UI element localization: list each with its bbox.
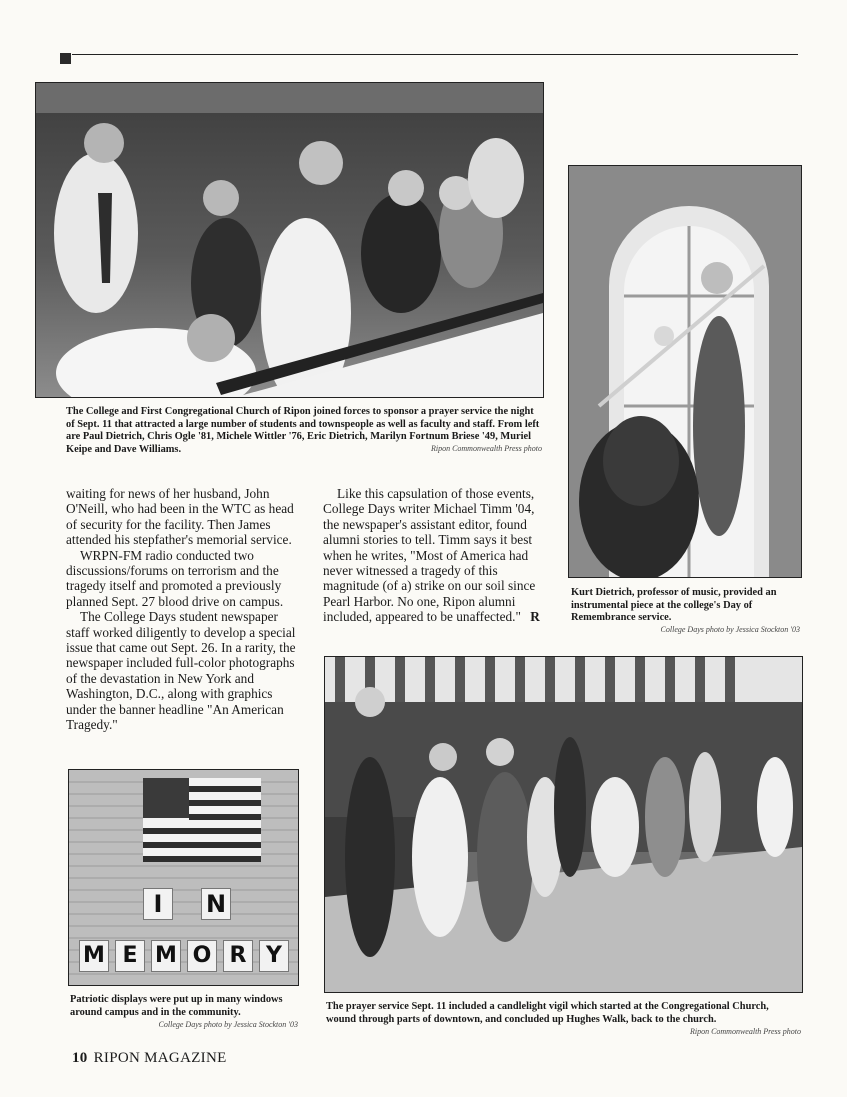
sign-letter: M — [151, 940, 181, 972]
article-col1-paragraph-1: waiting for news of her husband, John O'Neill, who had been in the WTC as head of security for the facility. Then James attended his stepfather's memorial service. — [66, 486, 294, 548]
article-column-1 — [66, 486, 298, 733]
photo-candlelight-vigil-caption: The prayer service Sept. 11 included a candlelight vigil which started at the Congregational Church, wound through parts of downtown, and concluded up Hughes Walk, back to the church. — [326, 1001, 769, 1025]
photo-prayer-service-caption: The College and First Congregational Church of Ripon joined forces to sponsor a prayer service the night of Sept. 11 that attracted a large number of students and townspeople as well as faculty and staff. From left are Paul Dietrich, Chris Ogle '81, Michele Wittler '76, Eric Dietrich, Marilyn Fortnum Briese '49, Muriel Keipe and Dave Williams. — [66, 406, 540, 455]
sign-letter: I — [143, 888, 173, 920]
photo-prayer-service — [35, 82, 544, 398]
photo-trombone-credit: College Days photo by Jessica Stockton '03 — [660, 625, 800, 634]
photo-candlelight-vigil — [324, 656, 803, 993]
sign-letter: R — [223, 940, 253, 972]
article-column-2 — [323, 486, 546, 625]
article-col1-paragraph-2: WRPN-FM radio conducted two discussions/forums on terrorism and the tragedy itself and promoted a previously planned Sept. 27 blood drive on campus. — [66, 547, 284, 609]
magazine-name: RIPON MAGAZINE — [93, 1050, 227, 1066]
photo-in-memory-caption: Patriotic displays were put up in many windows around campus and in the community. — [70, 994, 283, 1018]
sign-letter: M — [79, 940, 109, 972]
sign-letter: Y — [259, 940, 289, 972]
article-col1-paragraph-3: The College Days student newspaper staff worked diligently to develop a special issue that came out Sept. 26. In a rarity, the newspaper included full-color photographs of the devastation in New York and Washington, D.C., along with graphics under the banner headline "An American Tragedy." — [66, 609, 296, 733]
sign-letter: E — [115, 940, 145, 972]
in-memory-sign-row2 — [79, 940, 289, 972]
header-rule — [72, 54, 798, 55]
article-col2-paragraph-1: Like this capsulation of those events, College Days writer Michael Timm '04, the newspaper's assistant editor, found alumni stories to tell. Timm says it best when he writes, "Most of America had never witnessed a tragedy of this magnitude (of a) strike on our soil since Pearl Harbor. No one, Ripon alumni included, appeared to be unaffected." — [323, 486, 536, 625]
photo-trombone-player — [568, 165, 802, 578]
page-number: 10 — [72, 1050, 88, 1066]
photo-trombone-caption: Kurt Dietrich, professor of music, provided an instrumental piece at the college's Day of Remembrance service. — [571, 587, 777, 624]
article-end-mark: R — [530, 609, 540, 625]
photo-candlelight-vigil-credit: Ripon Commonwealth Press photo — [689, 1027, 801, 1036]
photo-in-memory-credit: College Days photo by Jessica Stockton '03 — [158, 1020, 298, 1029]
header-rule-marker — [60, 53, 71, 64]
page-footer — [72, 1050, 227, 1067]
photo-in-memory-display — [68, 769, 299, 986]
sign-letter: O — [187, 940, 217, 972]
sign-letter: N — [201, 888, 231, 920]
photo-prayer-service-credit: Ripon Commonwealth Press photo — [430, 444, 542, 453]
in-memory-sign-row1 — [143, 888, 231, 920]
